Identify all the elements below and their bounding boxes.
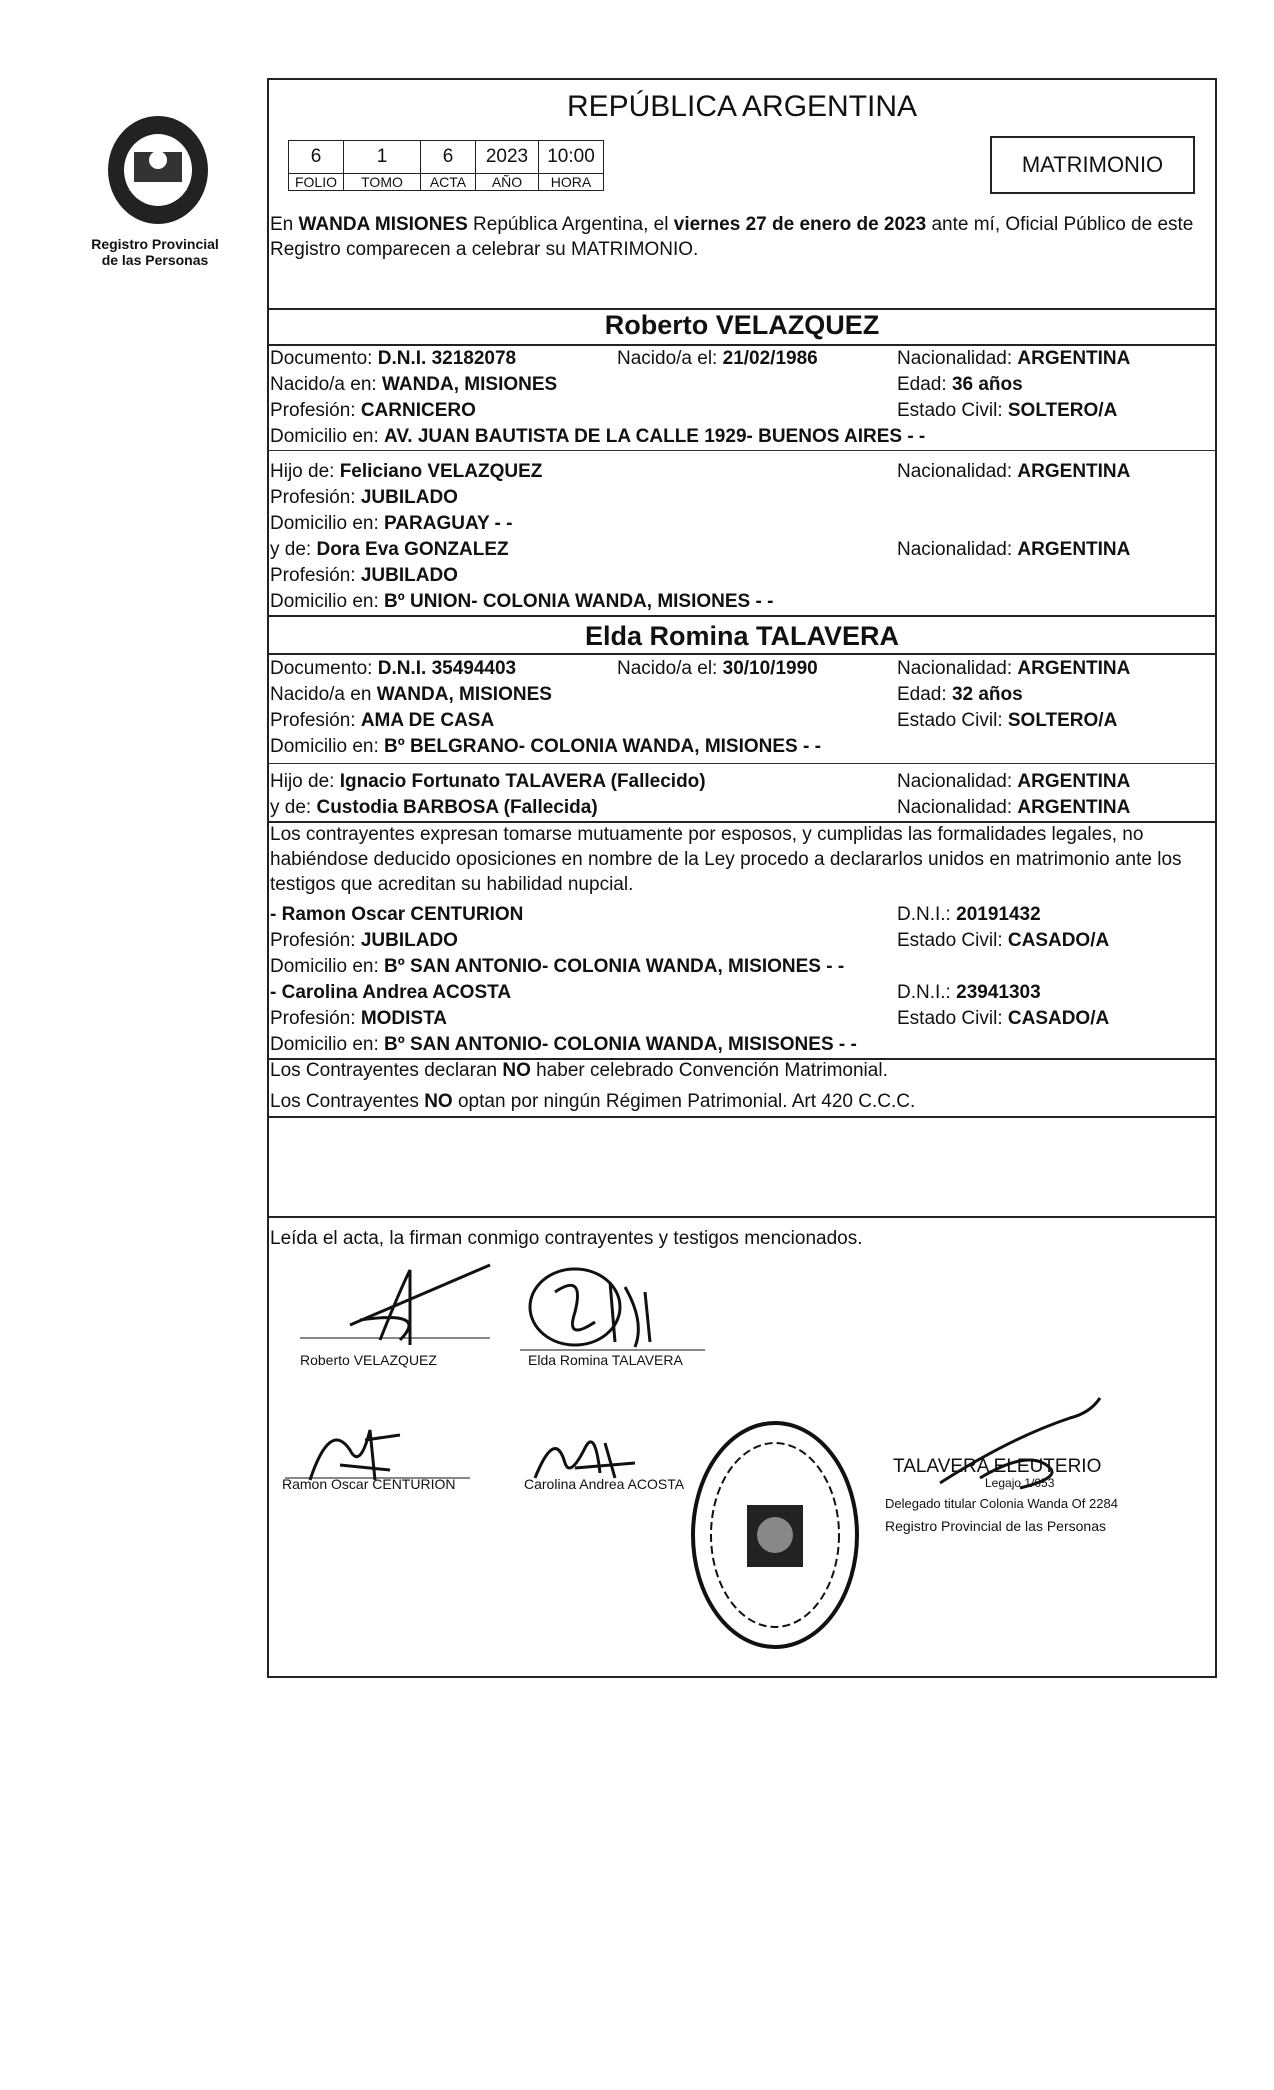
groom-profession: Profesión: CARNICERO (270, 400, 476, 421)
bride-mother: y de: Custodia BARBOSA (Fallecida) (270, 797, 598, 818)
bride-profession: Profesión: AMA DE CASA (270, 710, 495, 731)
bride-birthdate: Nacido/a el: 30/10/1990 (617, 658, 818, 679)
bride-father-nationality: Nacionalidad: ARGENTINA (897, 771, 1131, 792)
bride-mother-nationality: Nacionalidad: ARGENTINA (897, 797, 1131, 818)
groom-mother-profession: Profesión: JUBILADO (270, 565, 458, 586)
bride-name: Elda Romina TALAVERA (584, 621, 900, 651)
groom-nationality: Nacionalidad: ARGENTINA (897, 348, 1131, 369)
groom-father-profession: Profesión: JUBILADO (270, 487, 458, 508)
bride-birthplace: Nacido/a en WANDA, MISIONES (270, 684, 552, 705)
acta-value: 6 (421, 141, 476, 174)
witness1-profession: Profesión: JUBILADO (270, 930, 458, 951)
witness2-address: Domicilio en: Bº SAN ANTONIO- COLONIA WANDA, MISISONES - - (270, 1034, 857, 1055)
officer-name: TALAVERA ELEUTERIO (893, 1456, 1102, 1477)
intro-paragraph: En WANDA MISIONES República Argentina, el viernes 27 de enero de 2023 ante mí, Oficial Público de este Registro comparecen a celebrar su MATRIMONIO. (270, 214, 1194, 260)
logo-caption: Registro Provincial de las Personas (91, 236, 219, 268)
tomo-label: TOMO (344, 174, 421, 191)
ano-value: 2023 (476, 141, 539, 174)
groom-mother: y de: Dora Eva GONZALEZ (270, 539, 509, 560)
witness2-dni: D.N.I.: 23941303 (897, 982, 1041, 1003)
witness2-profession: Profesión: MODISTA (270, 1008, 448, 1029)
witness2-signature-label: Carolina Andrea ACOSTA (524, 1476, 685, 1492)
witness1-name: - Ramon Oscar CENTURION (270, 904, 524, 925)
groom-signature-label: Roberto VELAZQUEZ (300, 1352, 437, 1368)
groom-birthplace: Nacido/a en: WANDA, MISIONES (270, 374, 558, 395)
bride-signature (515, 1262, 715, 1362)
groom-mother-nationality: Nacionalidad: ARGENTINA (897, 539, 1131, 560)
hora-value: 10:00 (539, 141, 604, 174)
bride-document: Documento: D.N.I. 35494403 (270, 658, 517, 679)
acta-label: ACTA (421, 174, 476, 191)
folio-label: FOLIO (289, 174, 344, 191)
officer-registry: Registro Provincial de las Personas (885, 1518, 1106, 1534)
folio-value: 6 (289, 141, 344, 174)
registry-seal (685, 1415, 865, 1655)
officer-role: Delegado titular Colonia Wanda Of 2284 (885, 1496, 1118, 1511)
witness1-civil-status: Estado Civil: CASADO/A (897, 930, 1110, 951)
convention-statement: Los Contrayentes declaran NO haber celebrado Convención Matrimonial. (270, 1060, 888, 1081)
ano-label: AÑO (476, 174, 539, 191)
groom-document: Documento: D.N.I. 32182078 (270, 348, 517, 369)
groom-mother-address: Domicilio en: Bº UNION- COLONIA WANDA, MISIONES - - (270, 591, 774, 612)
regime-statement: Los Contrayentes NO optan por ningún Régimen Patrimonial. Art 420 C.C.C. (270, 1091, 916, 1112)
groom-father: Hijo de: Feliciano VELAZQUEZ (270, 461, 543, 482)
groom-father-nationality: Nacionalidad: ARGENTINA (897, 461, 1131, 482)
bride-address: Domicilio en: Bº BELGRANO- COLONIA WANDA, MISIONES - - (270, 736, 821, 757)
bride-signature-label: Elda Romina TALAVERA (528, 1352, 683, 1368)
tomo-value: 1 (344, 141, 421, 174)
hora-label: HORA (539, 174, 604, 191)
bride-age: Edad: 32 años (897, 684, 1023, 705)
groom-age: Edad: 36 años (897, 374, 1023, 395)
acta-index-table (288, 140, 604, 191)
groom-signature (290, 1250, 530, 1360)
witness2-name: - Carolina Andrea ACOSTA (270, 982, 512, 1003)
groom-birthdate: Nacido/a el: 21/02/1986 (617, 348, 818, 369)
registry-logo (96, 108, 226, 228)
witness1-dni: D.N.I.: 20191432 (897, 904, 1041, 925)
act-type-box: MATRIMONIO (990, 136, 1195, 194)
bride-nationality: Nacionalidad: ARGENTINA (897, 658, 1131, 679)
groom-name: Roberto VELAZQUEZ (604, 310, 880, 340)
bride-civil-status: Estado Civil: SOLTERO/A (897, 710, 1118, 731)
groom-civil-status: Estado Civil: SOLTERO/A (897, 400, 1118, 421)
officer-legajo: Legajo 1/053 (985, 1476, 1055, 1490)
bride-father: Hijo de: Ignacio Fortunato TALAVERA (Fallecido) (270, 771, 706, 792)
declaration-text: Los contrayentes expresan tomarse mutuamente por esposos, y cumplidas las formalidades legales, no habiéndose deducido oposiciones en nombre de la Ley procedo a declararlos unidos en matrimonio ante los testigos que acreditan su habilidad nupcial. (270, 824, 1182, 895)
page-title: REPÚBLICA ARGENTINA (566, 90, 918, 123)
witness1-address: Domicilio en: Bº SAN ANTONIO- COLONIA WANDA, MISIONES - - (270, 956, 845, 977)
groom-father-address: Domicilio en: PARAGUAY - - (270, 513, 513, 534)
witness1-signature-label: Ramon Oscar CENTURION (282, 1476, 456, 1492)
groom-address: Domicilio en: AV. JUAN BAUTISTA DE LA CALLE 1929- BUENOS AIRES - - (270, 426, 926, 447)
closing-statement: Leída el acta, la firman conmigo contrayentes y testigos mencionados. (270, 1228, 863, 1249)
witness2-civil-status: Estado Civil: CASADO/A (897, 1008, 1110, 1029)
